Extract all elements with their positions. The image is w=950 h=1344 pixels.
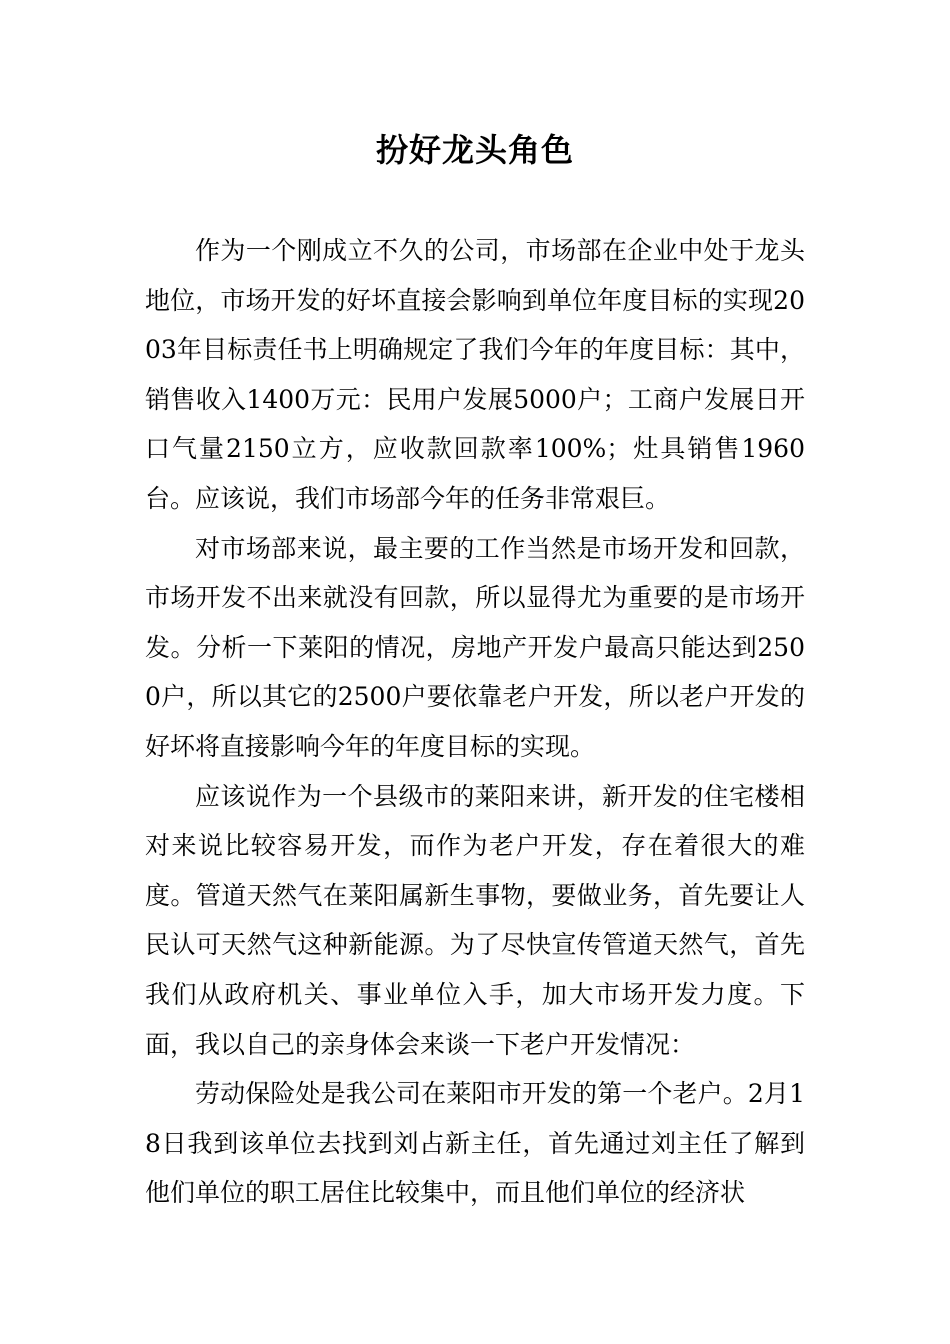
document-body	[145, 226, 805, 1218]
paragraph: 作为一个刚成立不久的公司，市场部在企业中处于龙头地位，市场开发的好坏直接会影响到单位年度目标的实现2003年目标责任书上明确规定了我们今年的年度目标：其中，销售收入1400万元：民用户发展5000户；工商户发展日开口气量2150立方，应收款回款率100%；灶具销售1960台。应该说，我们市场部今年的任务非常艰巨。	[145, 236, 805, 513]
paragraph: 应该说作为一个县级市的莱阳来讲，新开发的住宅楼相对来说比较容易开发，而作为老户开发，存在着很大的难度。管道天然气在莱阳属新生事物，要做业务，首先要让人民认可天然气这种新能源。为了尽快宣传管道天然气，首先我们从政府机关、事业单位入手，加大市场开发力度。下面，我以自己的亲身体会来谈一下老户开发情况：	[145, 781, 805, 1059]
paragraph: 对市场部来说，最主要的工作当然是市场开发和回款，市场开发不出来就没有回款，所以显得尤为重要的是市场开发。分析一下莱阳的情况，房地产开发户最高只能达到2500户，所以其它的2500户要依靠老户开发，所以老户开发的好坏将直接影响今年的年度目标的实现。	[145, 533, 805, 761]
document-title: 扮好龙头角色	[375, 131, 574, 169]
paragraph: 劳动保险处是我公司在莱阳市开发的第一个老户。2月18日我到该单位去找到刘占新主任，首先通过刘主任了解到他们单位的职工居住比较集中，而且他们单位的经济状	[145, 1079, 805, 1208]
